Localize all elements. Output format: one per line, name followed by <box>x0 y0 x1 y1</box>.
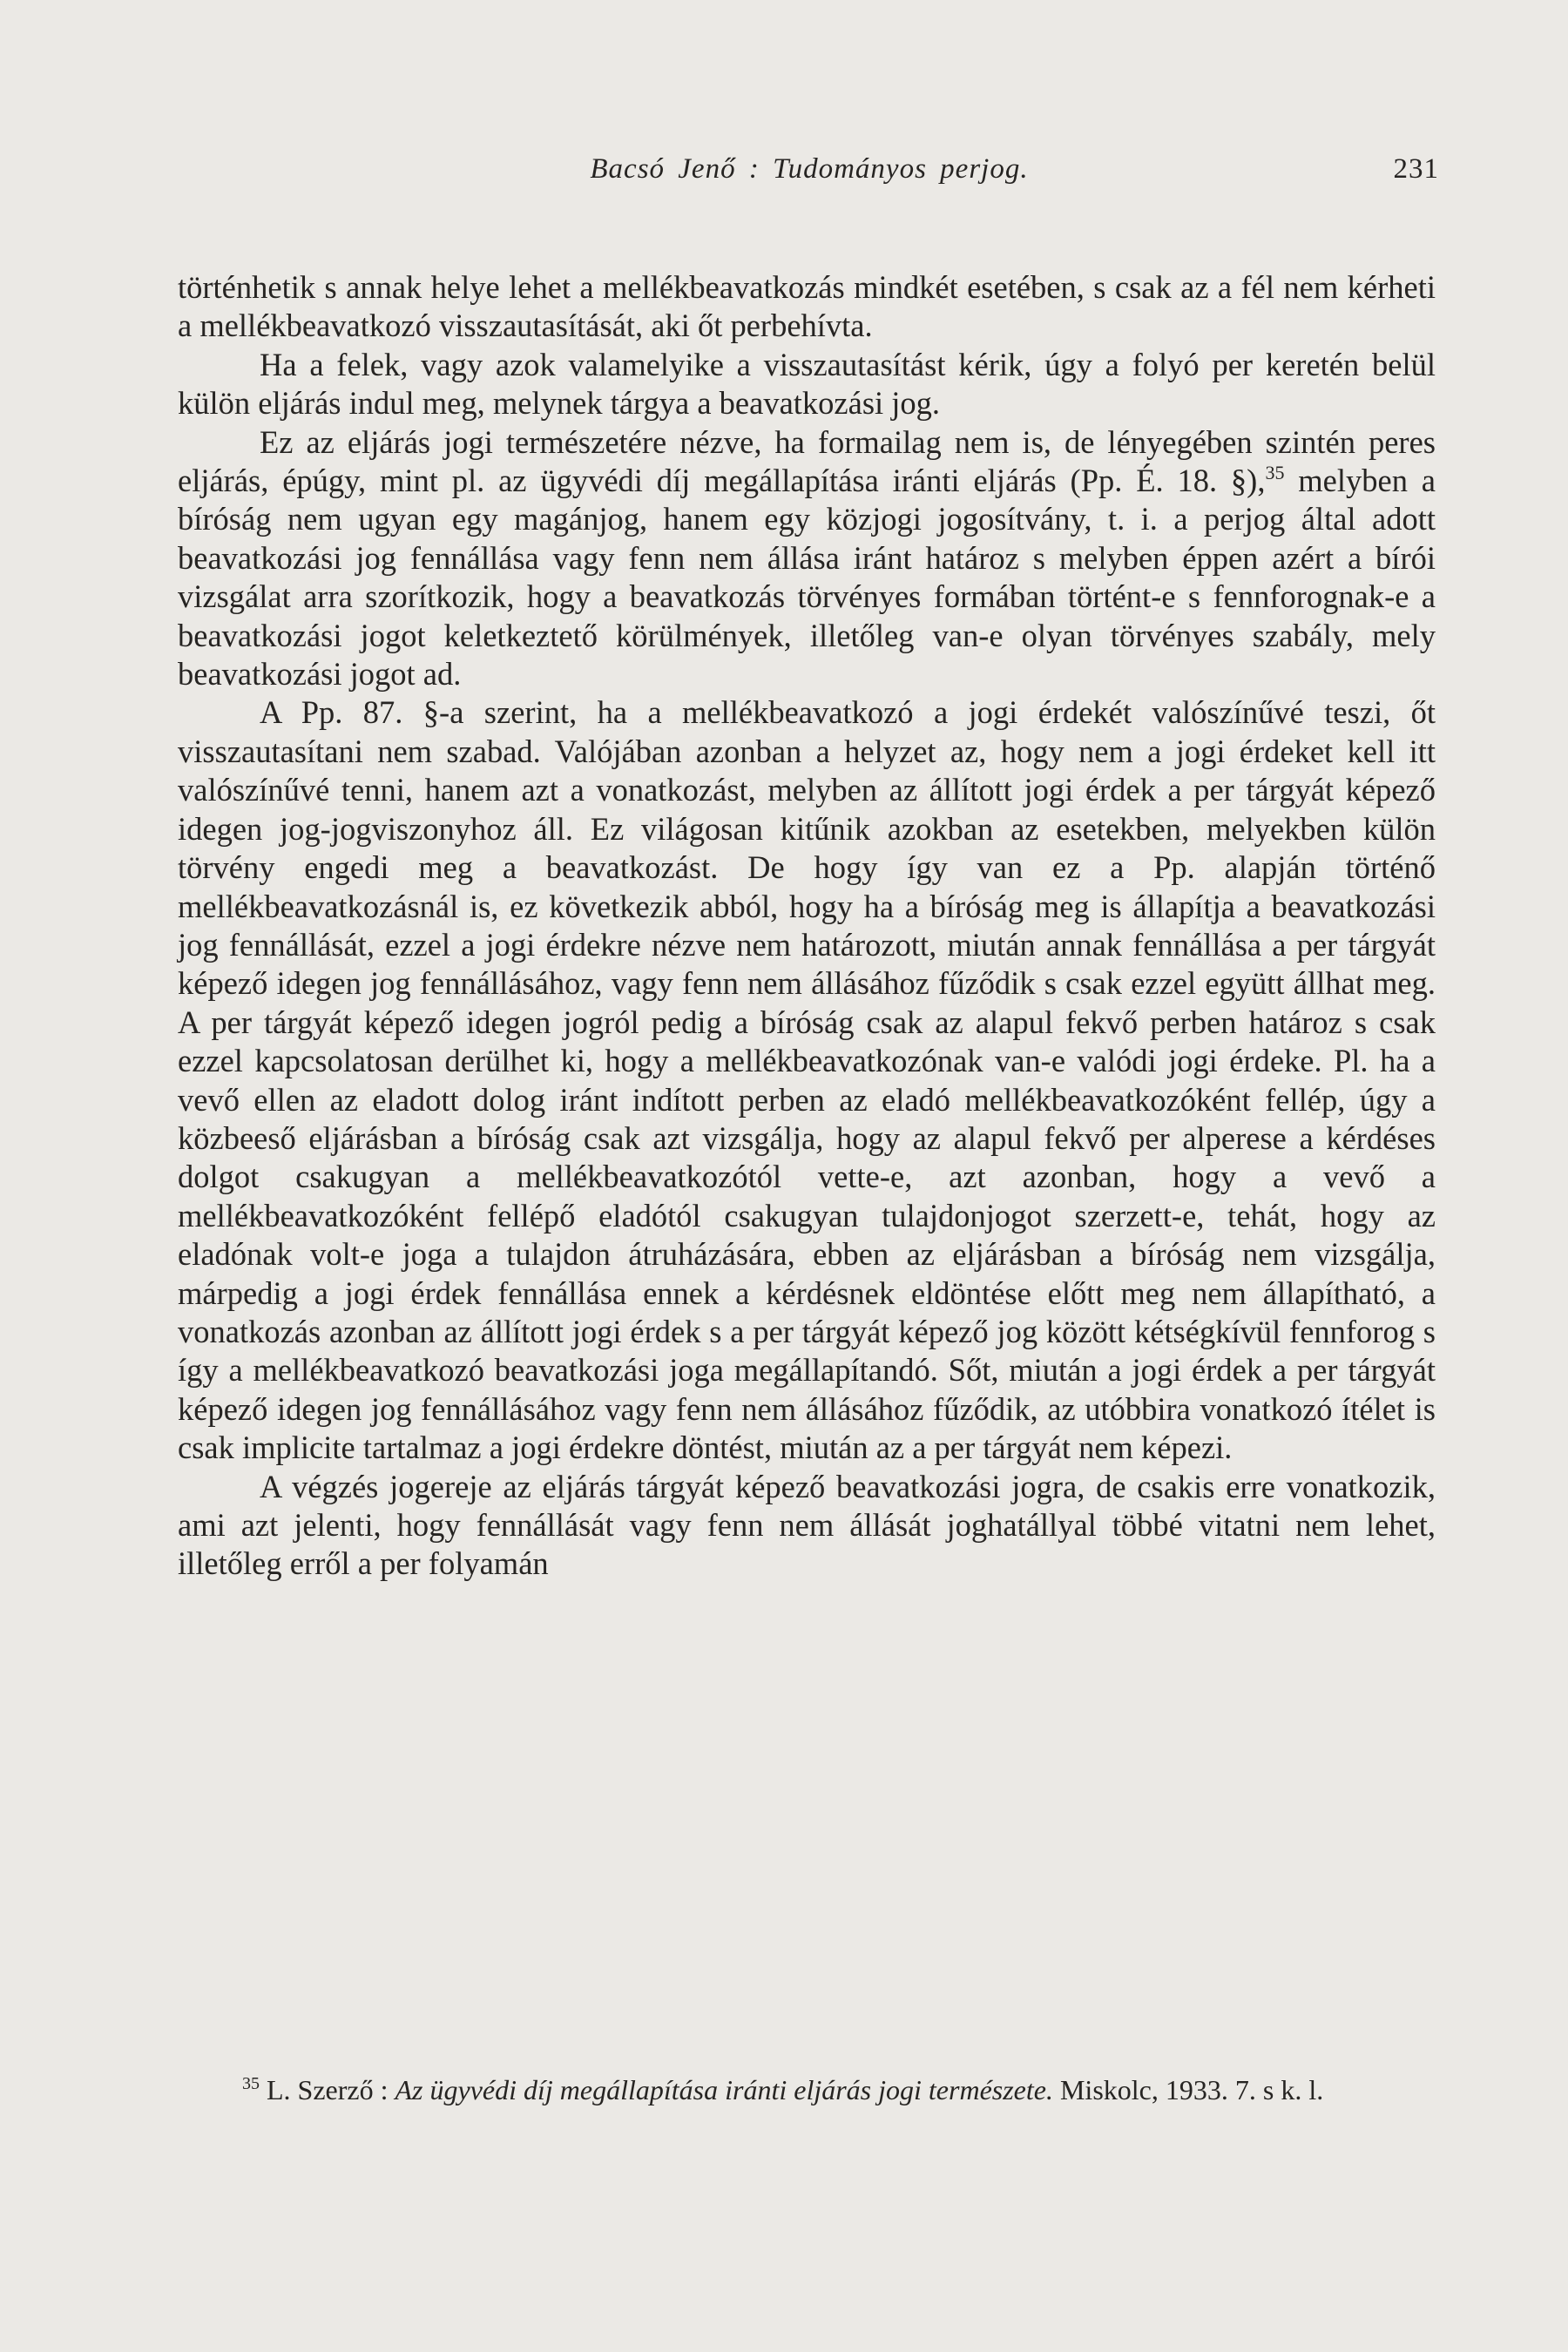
paragraph: A Pp. 87. §-a szerint, ha a mellékbeavatkozó a jogi érdekét valószínűvé teszi, őt visszautasítani nem szabad. Valójában azonban a helyzet az, hogy nem a jogi érdeket kell itt valószínűvé tenni, hanem azt a vonatkozást, melyben az állított jogi érdek a per tárgyát képező idegen jog-jogviszonyhoz áll. Ez világosan kitűnik azokban az esetekben, melyekben külön törvény engedi meg a beavatkozást. De hogy így van ez a Pp. alapján történő mellékbeavatkozásnál is, ez következik abból, hogy ha a bíróság meg is állapítja a beavatkozási jog fennállását, ezzel a jogi érdekre nézve nem határozott, miután annak fennállása a per tárgyát képező idegen jog fennállásához, vagy fenn nem állásához fűződik s csak ezzel együtt állhat meg. A per tárgyát képező idegen jogról pedig a bíróság csak az alapul fekvő perben határoz s csak ezzel kapcsolatosan derülhet ki, hogy a mellékbeavatkozónak van-e valódi jogi érdeke. Pl. ha a vevő ellen az eladott dolog iránt indított perben az eladó mellékbeavatkozóként fellép, úgy a közbeeső eljárásban a bíróság csak azt vizsgálja, hogy az alapul fekvő per alperese a kérdéses dolgot csakugyan a mellékbeavatkozótól vette-e, azt azonban, hogy a vevő a mellékbeavatkozóként fellépő eladótól csakugyan tulajdonjogot szerzett-e, tehát, hogy az eladónak volt-e joga a tulajdon átruházására, ebben az eljárásban a bíróság nem vizsgálja, márpedig a jogi érdek fennállása ennek a kérdésnek eldöntése előtt meg nem állapítható, a vonatkozás azonban az állított jogi érdek s a per tárgyát képező jog között kétségkívül fennforog s így a mellékbeavatkozó beavatkozási joga megállapítandó. Sőt, miután a jogi érdek a per tárgyát képező idegen jog fennállásához vagy fenn nem állásához fűződik, az utóbbira vonatkozó ítélet is csak implicite tartalmaz a jogi érdekre döntést, miután az a per tárgyát nem képezi. <box>178 694 1436 1466</box>
paragraph-continuation: történhetik s annak helye lehet a mellékbeavatkozás mindkét esetében, s csak az a fél nem kérheti a mellékbeavatkozó visszautasítását, aki őt perbehívta. <box>178 269 1436 344</box>
footnote-number: 35 <box>242 2074 260 2093</box>
running-title: Bacsó Jenő : Tudományos perjog. <box>590 153 1029 185</box>
footnote <box>178 2073 1436 2106</box>
footnote-reference: 35 <box>1265 462 1285 484</box>
main-text <box>178 268 1436 1584</box>
paragraph-text: Ez az eljárás jogi természetére nézve, ha formailag nem is, de lényegében szintén peres eljárás, épúgy, mint pl. az ügyvédi díj megállapítása iránti eljárás (Pp. É. 18. §), <box>178 423 1436 499</box>
paragraph: A végzés jogereje az eljárás tárgyát képező beavatkozási jogra, de csakis erre vonatkozik, ami azt jelenti, hogy fennállását vagy fenn nem állását joghatállyal többé vitatni nem lehet, illetőleg erről a per folyamán <box>178 1468 1436 1582</box>
paragraph-with-footnote-ref <box>178 423 1436 694</box>
paragraph-text: melyben a bíróság nem ugyan egy magánjog, hanem egy közjogi jogosítvány, t. i. a perjog által adott beavatkozási jog fennállása vagy fenn nem állása iránt határoz s melyben éppen azért a bírói vizsgálat arra szorítkozik, hogy a beavatkozás törvényes formában történt-e s fennforognak-e a beavatkozási jogot keletkeztető körülmények, illetőleg van-e olyan törvényes szabály, mely beavatkozási jogot ad. <box>178 463 1436 693</box>
page-number: 231 <box>1393 153 1439 185</box>
page-header <box>179 153 1439 197</box>
footnote-author: L. Szerző : <box>260 2074 395 2105</box>
footnote-title: Az ügyvédi díj megállapítása iránti eljárás jogi természete. <box>395 2074 1053 2105</box>
footnote-text <box>178 2073 1436 2106</box>
paragraph: Ha a felek, vagy azok valamelyike a visszautasítást kérik, úgy a folyó per keretén belül külön eljárás indul meg, melynek tárgya a beavatkozási jog. <box>178 346 1436 422</box>
footnote-publication: Miskolc, 1933. 7. s k. l. <box>1052 2074 1324 2105</box>
